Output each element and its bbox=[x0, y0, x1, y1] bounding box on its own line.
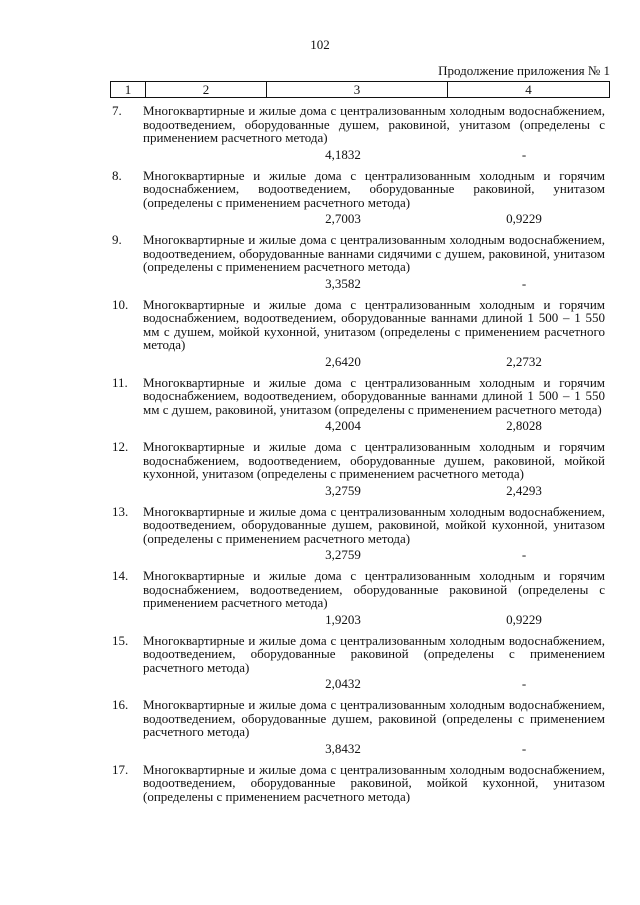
value-column-4: - bbox=[521, 275, 527, 291]
row-number: 11. bbox=[112, 374, 128, 390]
value-column-3: 3,2759 bbox=[325, 482, 361, 498]
table-row bbox=[0, 169, 640, 228]
value-column-4: - bbox=[521, 146, 527, 162]
row-number: 13. bbox=[112, 503, 129, 519]
value-column-4: 2,4293 bbox=[506, 482, 542, 498]
row-values bbox=[0, 484, 640, 499]
column-header-1: 1 bbox=[111, 82, 146, 98]
row-description: Многоквартирные и жилые дома с централизованным холодным и горячим водоснабжением, водоотведением, оборудованные ваннами длиной 1 500 – 1 550 мм с душем, мойкой кухонной, унитазом (определены с применением расчетного метода) bbox=[143, 296, 605, 352]
row-number: 14. bbox=[112, 568, 129, 583]
value-column-3: 1,9203 bbox=[325, 611, 361, 627]
table-body bbox=[0, 104, 640, 803]
row-description: Многоквартирные и жилые дома с централизованным холодным водоснабжением, водоотведением, оборудованные душем, раковиной, мойкой кухонной, унитазом (определены с применением расчетного метода) bbox=[143, 503, 605, 546]
table-row bbox=[0, 505, 640, 564]
table-row bbox=[0, 569, 640, 628]
value-column-3: 3,8432 bbox=[325, 740, 361, 756]
column-header-table bbox=[110, 81, 610, 98]
column-header-4: 4 bbox=[448, 82, 610, 98]
row-description: Многоквартирные и жилые дома с централизованным холодным водоснабжением, водоотведением, оборудованные ваннами сидячими с душем, раковиной, унитазом (определены с применением расчетного метода) bbox=[143, 232, 605, 274]
table-row bbox=[0, 440, 640, 499]
table-row bbox=[0, 634, 640, 693]
value-column-3: 2,7003 bbox=[325, 211, 361, 226]
table-row bbox=[0, 698, 640, 757]
value-column-3: 3,3582 bbox=[325, 275, 361, 291]
table-row bbox=[0, 298, 640, 370]
row-number: 8. bbox=[112, 167, 122, 183]
value-column-3: 4,2004 bbox=[325, 418, 361, 433]
table-row bbox=[0, 763, 640, 804]
value-column-4: 2,2732 bbox=[506, 353, 542, 369]
row-description: Многоквартирные и жилые дома с централизованным холодным водоснабжением, водоотведением, оборудованные душем, раковиной (определены с применением расчетного метода) bbox=[143, 697, 605, 739]
table-row bbox=[0, 104, 640, 163]
row-values bbox=[0, 613, 640, 628]
value-column-4: 0,9229 bbox=[506, 611, 542, 627]
row-values bbox=[0, 212, 640, 227]
row-number: 16. bbox=[112, 697, 129, 712]
row-description: Многоквартирные и жилые дома с централизованным холодным водоснабжением, водоотведением, оборудованные душем, раковиной, унитазом (определены с применением расчетного метода) bbox=[143, 103, 605, 145]
value-column-3: 2,6420 bbox=[325, 353, 361, 369]
value-column-4: - bbox=[521, 676, 527, 691]
row-values bbox=[0, 419, 640, 434]
value-column-4: - bbox=[521, 547, 527, 562]
row-number: 7. bbox=[112, 103, 122, 118]
row-number: 12. bbox=[112, 439, 129, 454]
column-header-row bbox=[111, 82, 610, 98]
row-values bbox=[0, 548, 640, 563]
value-column-3: 2,0432 bbox=[325, 676, 361, 691]
page-number: 102 bbox=[310, 37, 330, 52]
row-description: Многоквартирные и жилые дома с централизованным холодным и горячим водоснабжением, водоотведением, оборудованные ваннами длиной 1 500 – 1 550 мм с душем, раковиной, унитазом (определены с применением расчетного метода) bbox=[143, 374, 605, 417]
row-values bbox=[0, 148, 640, 163]
row-description: Многоквартирные и жилые дома с централизованным холодным и горячим водоснабжением, водоотведением, оборудованные раковиной (определены с применением расчетного метода) bbox=[143, 568, 605, 610]
value-column-4: 2,8028 bbox=[506, 418, 542, 433]
row-values bbox=[0, 277, 640, 292]
column-header-2: 2 bbox=[146, 82, 267, 98]
table-row bbox=[0, 233, 640, 292]
table-row bbox=[0, 376, 640, 435]
row-number: 17. bbox=[112, 761, 129, 777]
row-number: 10. bbox=[112, 296, 129, 312]
row-description: Многоквартирные и жилые дома с централизованным холодным и горячим водоснабжением, водоотведением, оборудованные раковиной, унитазом (определены с применением расчетного метода) bbox=[143, 167, 605, 210]
value-column-4: 0,9229 bbox=[506, 211, 542, 226]
value-column-4: - bbox=[521, 740, 527, 756]
row-values bbox=[0, 355, 640, 370]
row-description: Многоквартирные и жилые дома с централизованным холодным и горячим водоснабжением, водоотведением, оборудованные душем, раковиной, мойкой кухонной, унитазом (определены с применением расчетного метода) bbox=[143, 439, 605, 481]
row-description: Многоквартирные и жилые дома с централизованным холодным водоснабжением, водоотведением, оборудованные раковиной (определены с применением расчетного метода) bbox=[143, 632, 605, 675]
row-values bbox=[0, 742, 640, 757]
continuation-label: Продолжение приложения № 1 bbox=[438, 63, 610, 78]
row-number: 9. bbox=[112, 232, 122, 247]
value-column-3: 4,1832 bbox=[325, 146, 361, 162]
row-number: 15. bbox=[112, 632, 129, 648]
column-header-3: 3 bbox=[267, 82, 448, 98]
value-column-3: 3,2759 bbox=[325, 547, 361, 562]
row-description: Многоквартирные и жилые дома с централизованным холодным водоснабжением, водоотведением, оборудованные раковиной, мойкой кухонной, унитазом (определены с применением расчетного метода) bbox=[143, 761, 605, 804]
row-values bbox=[0, 677, 640, 692]
